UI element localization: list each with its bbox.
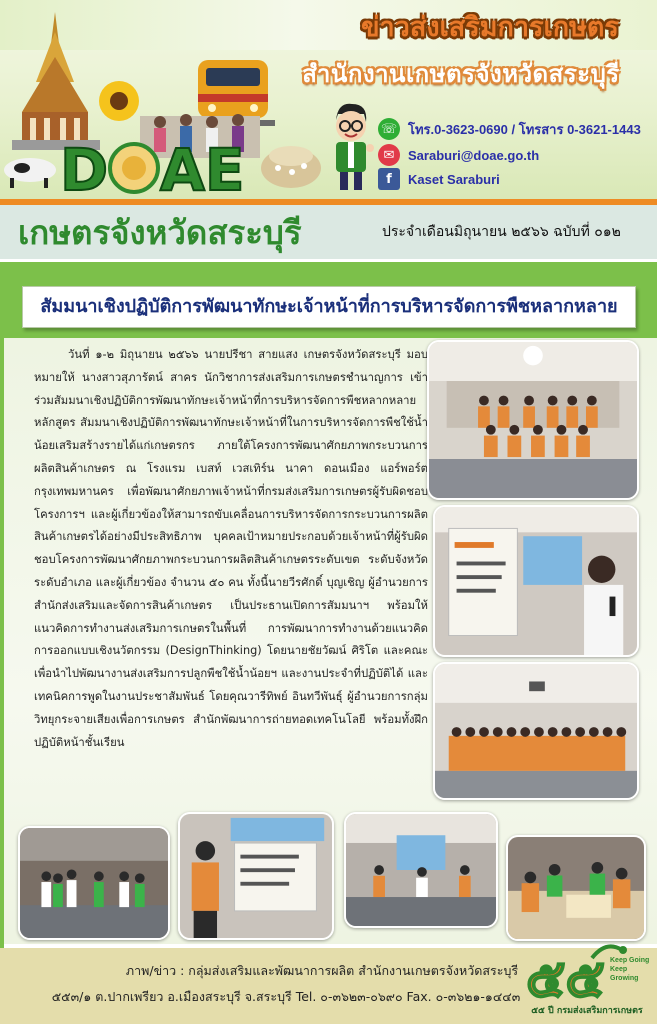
mascot-image xyxy=(328,100,374,192)
keep-going-text: Keep Going Keep Growing xyxy=(610,957,650,982)
issue-info: ประจำเดือนมิถุนายน ๒๕๖๖ ฉบับที่ ๐๑๒ xyxy=(382,224,621,240)
photo-group-seated xyxy=(427,340,639,500)
doae-logo xyxy=(58,136,258,198)
header-banner xyxy=(0,0,657,200)
rice-bag-image xyxy=(258,138,324,190)
office-title: สำนักงานเกษตรจังหวัดสระบุรี xyxy=(302,59,620,88)
article-headline: สัมมนาเชิงปฏิบัติการพัฒนาทักษะเจ้าหน้าที่การบริหารจัดการพืชหลากหลาย xyxy=(40,296,618,317)
sunflower-image xyxy=(96,78,142,124)
footer-address: ๕๕๓/๑ ต.ปากเพรียว อ.เมืองสระบุรี จ.สระบุรี Tel. ๐-๓๖๒๓-๐๖๙๐ Fax. ๐-๓๖๒๑-๑๔๔๓ xyxy=(51,989,521,1004)
photo-activity-1 xyxy=(18,826,170,940)
photo-group-standing xyxy=(433,662,639,800)
anniversary-caption: ๕๕ ปี กรมส่งเสริมการเกษตร xyxy=(531,1006,643,1016)
province-title: เกษตรจังหวัดสระบุรี xyxy=(18,213,302,252)
phone-icon: ☏ xyxy=(378,118,400,140)
photo-activity-4 xyxy=(506,835,646,941)
left-edge-stripe xyxy=(0,338,4,948)
contact-facebook-row xyxy=(378,167,500,191)
facebook-icon: f xyxy=(378,168,400,190)
contact-email-row xyxy=(378,143,539,167)
contact-phone-row xyxy=(378,117,641,141)
news-title: ข่าวส่งเสริมการเกษตร xyxy=(361,12,619,43)
temple-image xyxy=(8,12,103,152)
footer-credit: ภาพ/ข่าว : กลุ่มส่งเสริมและพัฒนาการผลิต สำนักงานเกษตรจังหวัดสระบุรี xyxy=(125,963,519,978)
svg-text:AE: AE xyxy=(160,136,245,198)
cattle-image xyxy=(0,150,60,190)
article-text: วันที่ ๑-๒ มิถุนายน ๒๕๖๖ นายปรีชา สายแสง เกษตรจังหวัดสระบุรี มอบหมายให้ นางสาวสุภารัตน์ สาคร นักวิชาการส่งเสริมการเกษตรชำนาญการ เข้าร่วมสัมมนาเชิงปฏิบัติการพัฒนาทักษะเจ้าหน้าที่การบริหารจัดการพืชหลากหลาย หลักสูตร สัมมนาเชิงปฏิบัติการพัฒนาทักษะเจ้าหน้าที่ในการบริหารจัดการพืชใช้น้ำน้อยเสริมสร้างรายได้แก่เกษตรกร ภายใต้โครงการพัฒนาศักยภาพกระบวนการผลิตสินค้าเกษตร ณ โรงแรม เบสท์ เวสเทิร์น นาคา ดอนเมือง แอร์พอร์ต กรุงเทพมหานคร เพื่อพัฒนาศักยภาพเจ้าหน้าที่กรมส่งเสริมการเกษตรผู้รับผิดชอบโครงการฯ และผู้เกี่ยวข้องให้สามารถขับเคลื่อนการบริหารจัดการกระบวนการผลิตสินค้าเกษตรได้อย่างมีประสิทธิภาพ บุคคลเป้าหมายประกอบด้วยเจ้าหน้าที่ผู้รับผิดชอบโครงการพัฒนาศักยภาพกระบวนการผลิตสินค้าเกษตรระดับเขต ระดับจังหวัด ระดับอำเภอ และผู้เกี่ยวข้อง จำนวน ๕๐ คน ทั้งนี้นายวีรศักดิ์ บุญเชิญ ผู้อำนวยการสำนักส่งเสริมและจัดการสินค้าเกษตร เป็นประธานเปิดการสัมมนาฯ พร้อมให้แนวคิดการทำงานส่งเสริมการเกษตรในพื้นที่ การพัฒนาการทำงานด้วยแนวคิดการออกแบบเชิงนวัตกรรม (DesignThinking) โดยนายชัยวัฒน์ ศิริโต และคณะ เพื่อนำไปพัฒนางานส่งเสริมการปลูกพืชใช้น้ำน้อยฯ และงานประจำที่ปฏิบัติได้ และเทคนิคการพูดในงานประชาสัมพันธ์ โดยคุณวารีทิพย์ อินทวีพันธุ์ ผู้อำนวยการกลุ่มวิทยุกระจายเสียงเพื่อการเกษตร สำนักพัฒนาการถ่ายทอดเทคโนโลยี พร้อมทั้งฝึกปฏิบัติหน้าชั้นเรียน xyxy=(34,348,428,749)
contact-facebook[interactable]: Kaset Saraburi xyxy=(408,171,500,187)
photo-activity-2 xyxy=(178,812,334,940)
svg-text:D: D xyxy=(60,136,109,198)
contact-phone: โทร.0-3623-0690 / โทรสาร 0-3621-1443 xyxy=(408,121,641,137)
anniversary-number: ๕๕ xyxy=(526,949,605,1009)
photo-speaker-flipchart xyxy=(433,505,639,657)
mail-icon: ✉ xyxy=(378,144,400,166)
photo-activity-3 xyxy=(344,812,498,928)
contact-email[interactable]: Saraburi@doae.go.th xyxy=(408,147,540,163)
